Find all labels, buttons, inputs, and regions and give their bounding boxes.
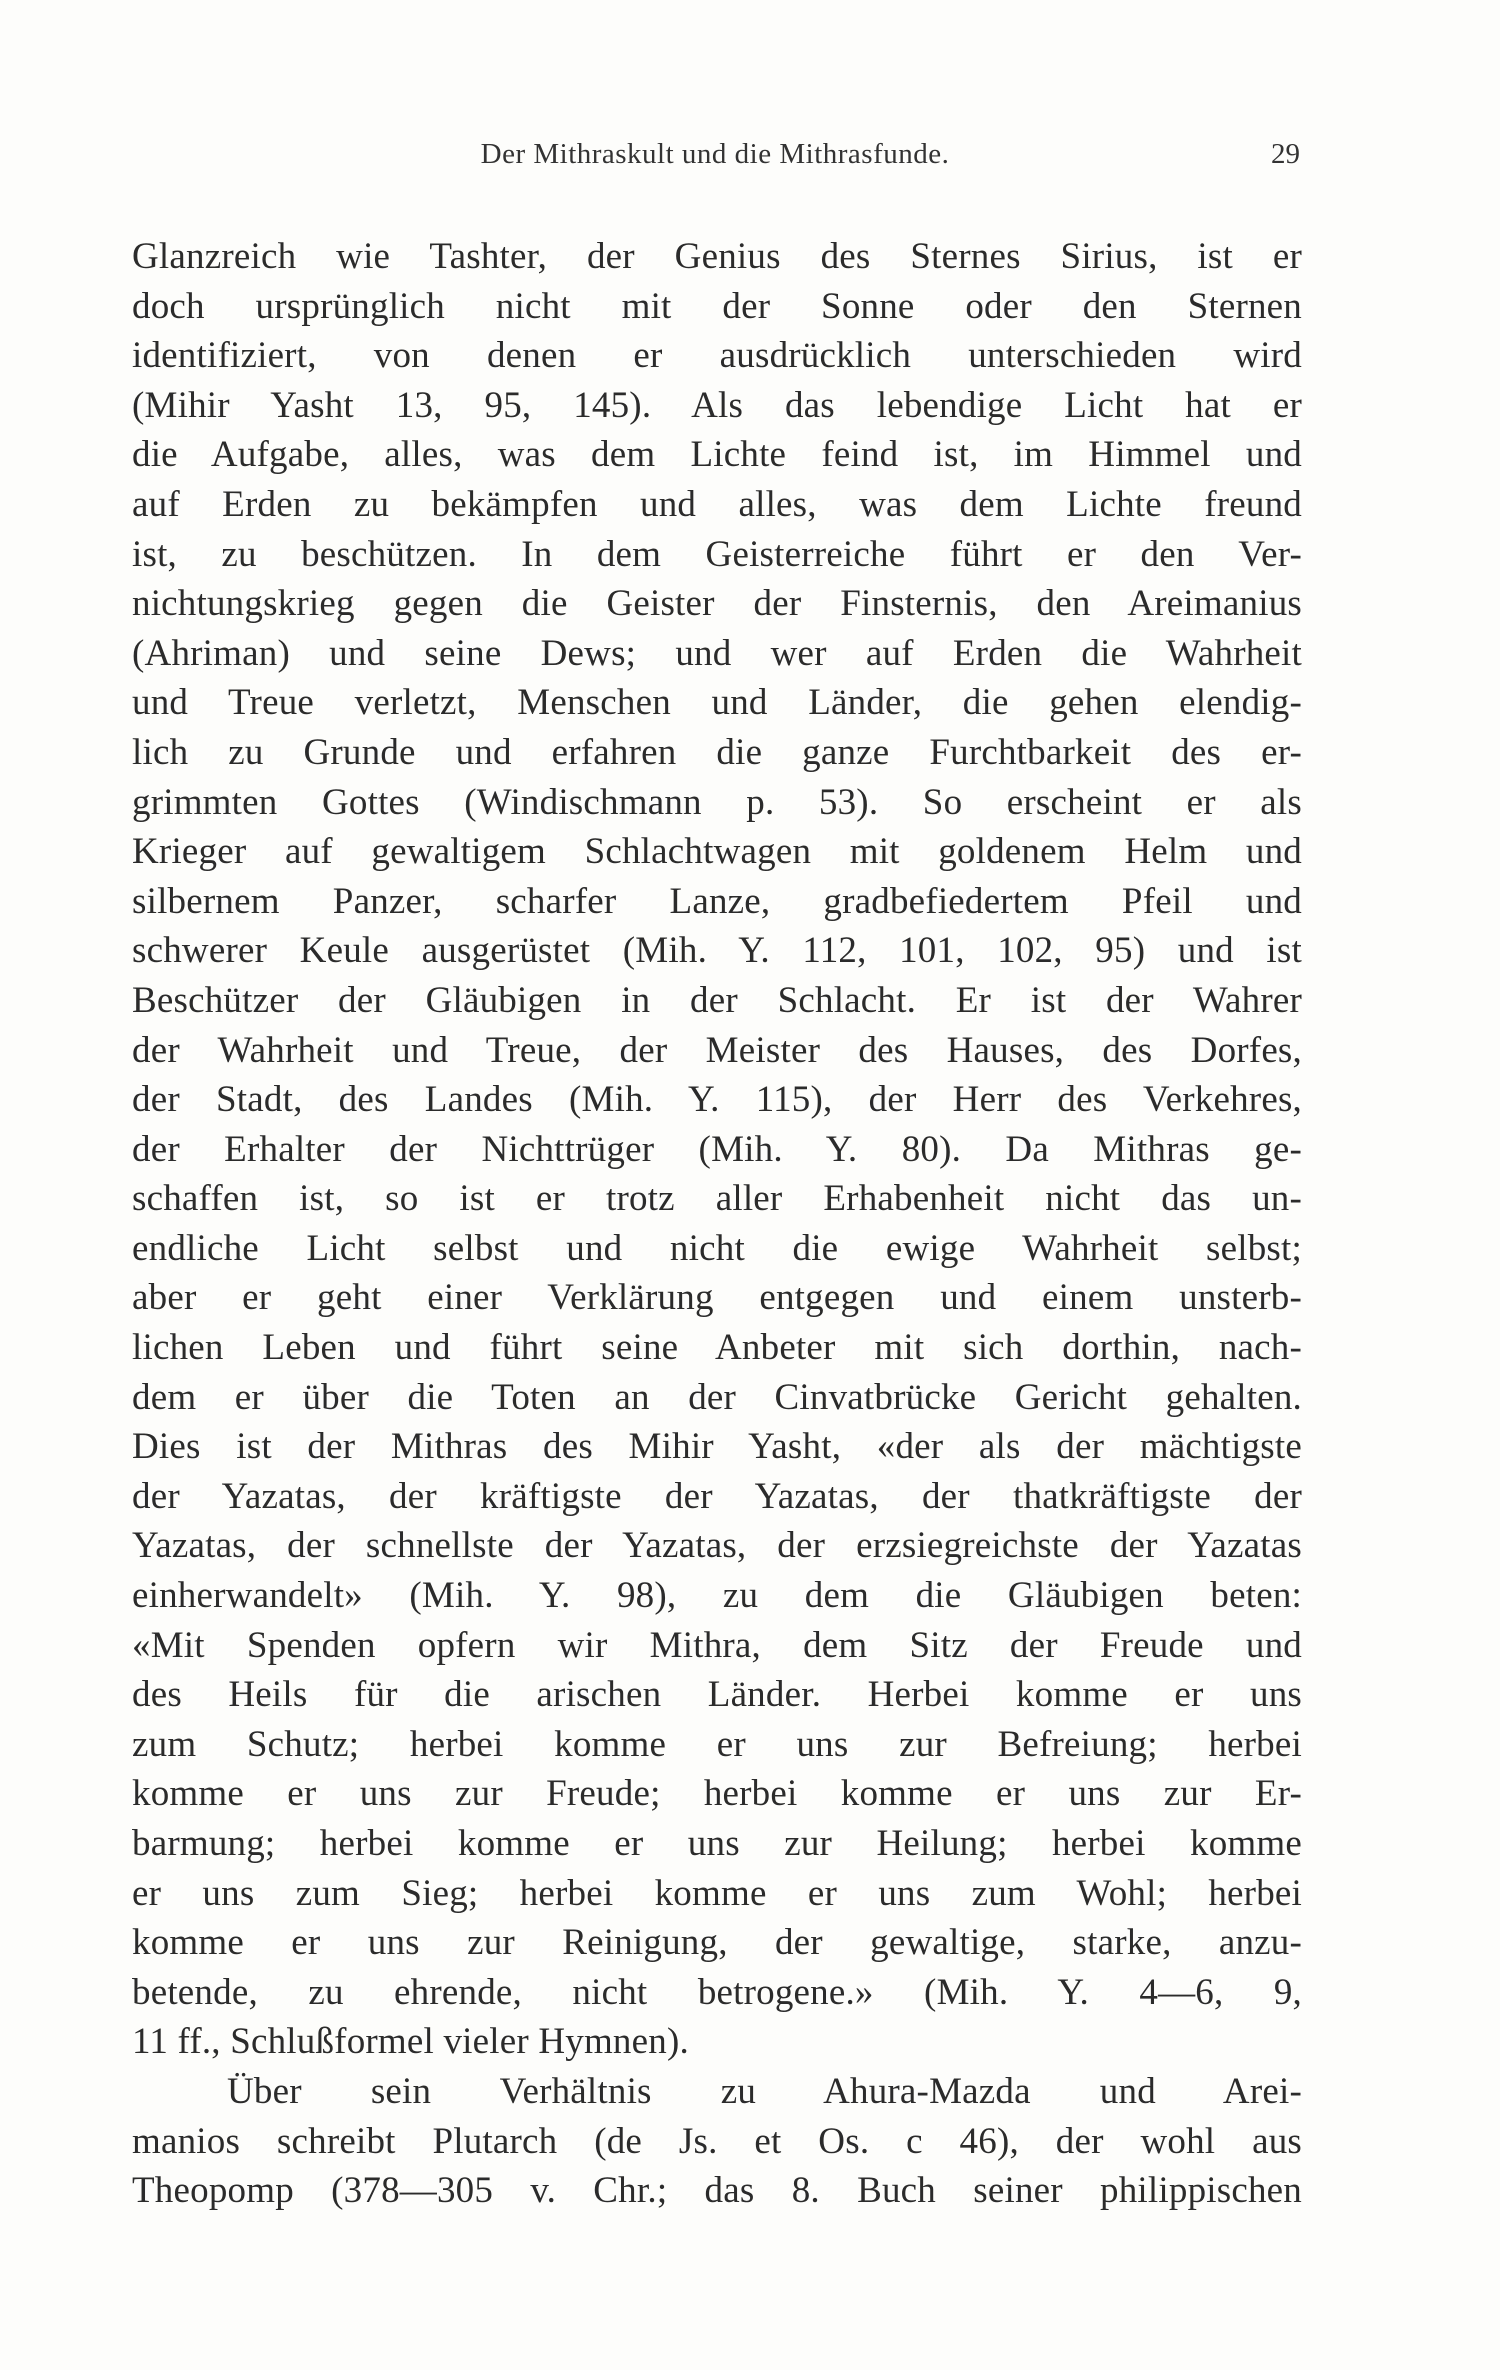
text-line: doch ursprünglich nicht mit der Sonne oder den Sternen <box>132 285 1302 327</box>
text-line: des Heils für die arischen Länder. Herbei komme er uns <box>132 1674 1302 1716</box>
text-line: die Aufgabe, alles, was dem Lichte feind ist, im Himmel und <box>132 434 1302 476</box>
text-line: lich zu Grunde und erfahren die ganze Furchtbarkeit des er- <box>132 731 1302 773</box>
text-line: barmung; herbei komme er uns zur Heilung; herbei komme <box>132 1823 1302 1864</box>
text-line: der Yazatas, der kräftigste der Yazatas, der thatkräftigste der <box>132 1475 1302 1517</box>
text-line: auf Erden zu bekämpfen und alles, was dem Lichte freund <box>132 483 1302 525</box>
text-line: (Mihir Yasht 13, 95, 145). Als das lebendige Licht hat er <box>132 384 1302 426</box>
running-title: Der Mithraskult und die Mithrasfunde. <box>480 138 950 170</box>
text-line: Theopomp (378—305 v. Chr.; das 8. Buch seiner philippischen <box>132 2170 1302 2212</box>
text-line: der Stadt, des Landes (Mih. Y. 115), der Herr des Verkehres, <box>132 1079 1302 1121</box>
text-line: und Treue verletzt, Menschen und Länder, die gehen elendig- <box>132 682 1302 724</box>
text-line: 11 ff., Schlußformel vieler Hymnen). <box>132 2021 689 2063</box>
text-line: komme er uns zur Freude; herbei komme er uns zur Er- <box>132 1773 1302 1815</box>
text-line: identifiziert, von denen er ausdrücklich unterschieden wird <box>132 335 1302 377</box>
text-line: (Ahriman) und seine Dews; und wer auf Erden die Wahrheit <box>132 632 1302 674</box>
text-line: «Mit Spenden opfern wir Mithra, dem Sitz der Freude und <box>132 1624 1302 1666</box>
text-line: Glanzreich wie Tashter, der Genius des Sternes Sirius, ist er <box>132 236 1302 277</box>
text-line: Dies ist der Mithras des Mihir Yasht, «der als der mächtigste <box>132 1426 1302 1468</box>
text-line: betende, zu ehrende, nicht betrogene.» (Mih. Y. 4—6, 9, <box>132 1971 1302 2013</box>
text-line: schaffen ist, so ist er trotz aller Erhabenheit nicht das un- <box>132 1178 1302 1220</box>
text-line: Beschützer der Gläubigen in der Schlacht. Er ist der Wahrer <box>132 979 1302 1021</box>
text-line: manios schreibt Plutarch (de Js. et Os. c 46), der wohl aus <box>132 2120 1302 2162</box>
text-line: Krieger auf gewaltigem Schlachtwagen mit goldenem Helm und <box>132 831 1302 873</box>
text-line: der Erhalter der Nichttrüger (Mih. Y. 80). Da Mithras ge- <box>132 1128 1302 1170</box>
text-line: lichen Leben und führt seine Anbeter mit sich dorthin, nach- <box>132 1327 1302 1369</box>
text-line: grimmten Gottes (Windischmann p. 53). So erscheint er als <box>132 781 1302 823</box>
text-line: der Wahrheit und Treue, der Meister des Hauses, des Dorfes, <box>132 1029 1302 1071</box>
running-head <box>130 138 1300 178</box>
text-line: nichtungskrieg gegen die Geister der Finsternis, den Areimanius <box>132 583 1302 625</box>
text-line: schwerer Keule ausgerüstet (Mih. Y. 112, 101, 102, 95) und ist <box>132 930 1302 972</box>
text-line: silbernem Panzer, scharfer Lanze, gradbefiedertem Pfeil und <box>132 880 1302 922</box>
text-line: Über sein Verhältnis zu Ahura-Mazda und Arei- <box>227 2070 1302 2112</box>
text-line: ist, zu beschützen. In dem Geisterreiche führt er den Ver- <box>132 533 1302 575</box>
body-text <box>132 232 1302 2216</box>
text-line: endliche Licht selbst und nicht die ewige Wahrheit selbst; <box>132 1227 1302 1269</box>
text-line: zum Schutz; herbei komme er uns zur Befreiung; herbei <box>132 1723 1302 1765</box>
text-line: Yazatas, der schnellste der Yazatas, der erzsiegreichste der Yazatas <box>132 1525 1302 1567</box>
text-line: er uns zum Sieg; herbei komme er uns zum Wohl; herbei <box>132 1872 1302 1914</box>
text-line: einherwandelt» (Mih. Y. 98), zu dem die Gläubigen beten: <box>132 1575 1302 1617</box>
text-line: komme er uns zur Reinigung, der gewaltige, starke, anzu- <box>132 1922 1302 1964</box>
page-number: 29 <box>1271 138 1300 170</box>
text-line: dem er über die Toten an der Cinvatbrücke Gericht gehalten. <box>132 1376 1302 1418</box>
text-line: aber er geht einer Verklärung entgegen und einem unsterb- <box>132 1277 1302 1319</box>
